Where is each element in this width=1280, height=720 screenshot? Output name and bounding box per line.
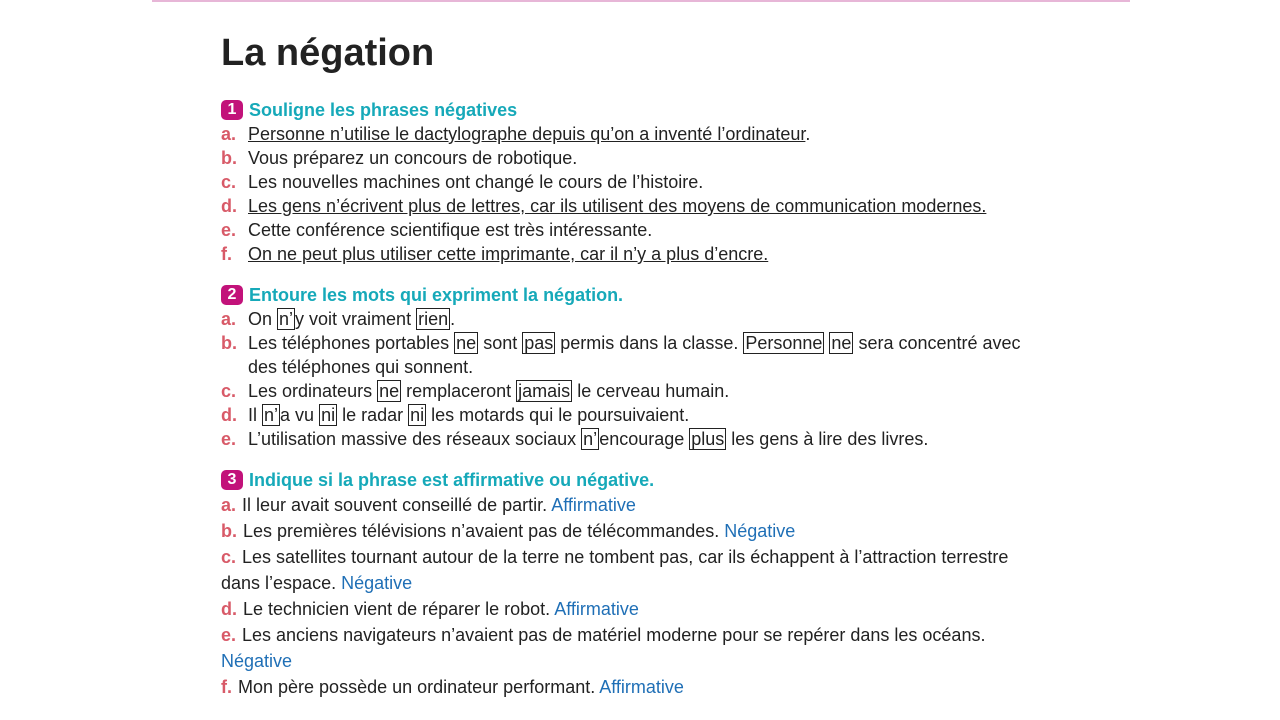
- underlined-sentence: Les gens n’écrivent plus de lettres, car ils utilisent des moyens de communication modernes.: [248, 196, 987, 216]
- exercise-2: [221, 283, 1121, 451]
- answer: Négative: [221, 651, 293, 671]
- list-item: [221, 122, 1121, 146]
- text: encourage: [599, 429, 690, 449]
- item-letter: d.: [221, 196, 237, 216]
- exercise-3: [221, 468, 1121, 700]
- item-letter: d.: [221, 405, 237, 425]
- text: le radar: [337, 405, 409, 425]
- text: les gens à lire des livres.: [726, 429, 929, 449]
- list-item-continuation: [221, 570, 1121, 596]
- list-item: [221, 622, 1121, 648]
- text: permis dans la classe.: [555, 333, 744, 353]
- circled-word: n’: [583, 429, 598, 449]
- list-item: [221, 194, 1121, 218]
- circled-word: Personne: [745, 333, 823, 353]
- text: y voit vraiment: [295, 309, 417, 329]
- sentence: Cette conférence scientifique est très intéressante.: [248, 220, 653, 240]
- worksheet: [221, 26, 1121, 700]
- circled-word: n’: [279, 309, 294, 329]
- text: sera concentré avec: [853, 333, 1021, 353]
- list-item: [221, 427, 1121, 451]
- item-letter: c.: [221, 381, 237, 401]
- sentence-end: .: [805, 124, 811, 144]
- list-item: [221, 146, 1121, 170]
- circled-word: pas: [524, 333, 554, 353]
- sentence: Vous préparez un concours de robotique.: [248, 148, 578, 168]
- answer: Négative: [724, 521, 796, 541]
- text: .: [450, 309, 456, 329]
- list-item: [221, 403, 1121, 427]
- circled-word: ne: [379, 381, 400, 401]
- circled-word: jamais: [518, 381, 571, 401]
- exercise-3-heading: [221, 468, 1121, 492]
- list-item: [221, 242, 1121, 266]
- item-letter: a.: [221, 495, 237, 515]
- answer: Affirmative: [599, 677, 684, 697]
- sentence: Les anciens navigateurs n’avaient pas de matériel moderne pour se repérer dans les océans.: [242, 625, 986, 645]
- list-item: [221, 544, 1121, 570]
- item-letter: a.: [221, 124, 237, 144]
- sentence: dans l’espace.: [221, 573, 342, 593]
- sentence: Les premières télévisions n’avaient pas de télécommandes.: [243, 521, 725, 541]
- list-item: [221, 307, 1121, 331]
- text: les motards qui le poursuivaient.: [426, 405, 690, 425]
- circled-word: ni: [410, 405, 425, 425]
- item-letter: f.: [221, 677, 232, 697]
- text: On: [248, 309, 278, 329]
- list-item: [221, 379, 1121, 403]
- item-letter: e.: [221, 429, 237, 449]
- list-item: [221, 518, 1121, 544]
- sentence: Il leur avait souvent conseillé de partir.: [242, 495, 552, 515]
- exercise-instruction: Entoure les mots qui expriment la négation.: [249, 284, 624, 305]
- list-item-continuation: des téléphones qui sonnent.: [248, 357, 474, 377]
- sentence: Mon père possède un ordinateur performant.: [238, 677, 600, 697]
- answer: Affirmative: [551, 495, 636, 515]
- text: Les téléphones portables: [248, 333, 455, 353]
- answer: Affirmative: [554, 599, 639, 619]
- item-letter: c.: [221, 172, 237, 192]
- text: a vu: [280, 405, 320, 425]
- exercise-instruction: Souligne les phrases négatives: [249, 99, 518, 120]
- circled-word: ni: [321, 405, 336, 425]
- exercise-instruction: Indique si la phrase est affirmative ou négative.: [249, 469, 655, 490]
- item-letter: c.: [221, 547, 237, 567]
- item-letter: e.: [221, 220, 237, 240]
- item-letter: d.: [221, 599, 237, 619]
- exercise-number-badge: 3: [221, 470, 243, 490]
- list-item-continuation: [221, 648, 1121, 674]
- circled-word: rien: [418, 309, 449, 329]
- circled-word: n’: [264, 405, 279, 425]
- sentence: Les nouvelles machines ont changé le cours de l’histoire.: [248, 172, 704, 192]
- underlined-sentence: Personne n’utilise le dactylographe depuis qu’on a inventé l’ordinateur: [248, 124, 806, 144]
- list-item: [221, 218, 1121, 242]
- exercise-1: [221, 98, 1121, 266]
- list-item: [221, 596, 1121, 622]
- list-item: [221, 492, 1121, 518]
- item-letter: b.: [221, 333, 237, 353]
- sentence: Les satellites tournant autour de la terre ne tombent pas, car ils échappent à l’attraction terrestre: [242, 547, 1009, 567]
- text: L’utilisation massive des réseaux sociaux: [248, 429, 582, 449]
- exercise-2-heading: [221, 283, 1121, 307]
- circled-word: plus: [691, 429, 725, 449]
- item-letter: e.: [221, 625, 237, 645]
- page-title: La négation: [221, 32, 435, 74]
- text: remplaceront: [401, 381, 517, 401]
- top-divider: [152, 0, 1130, 2]
- item-letter: b.: [221, 521, 237, 541]
- circled-word: ne: [831, 333, 852, 353]
- underlined-sentence: On ne peut plus utiliser cette imprimante, car il n’y a plus d’encre.: [248, 244, 769, 264]
- exercise-1-heading: [221, 98, 1121, 122]
- item-letter: a.: [221, 309, 237, 329]
- list-item: [221, 674, 1121, 700]
- list-item: [221, 170, 1121, 194]
- item-letter: f.: [221, 244, 232, 264]
- text: Il: [248, 405, 263, 425]
- list-item: [221, 331, 1121, 355]
- text: le cerveau humain.: [572, 381, 730, 401]
- sentence: Le technicien vient de réparer le robot.: [243, 599, 555, 619]
- text: Les ordinateurs: [248, 381, 378, 401]
- exercise-number-badge: 1: [221, 100, 243, 120]
- circled-word: ne: [456, 333, 477, 353]
- text: sont: [478, 333, 523, 353]
- item-letter: b.: [221, 148, 237, 168]
- exercise-number-badge: 2: [221, 285, 243, 305]
- answer: Négative: [341, 573, 413, 593]
